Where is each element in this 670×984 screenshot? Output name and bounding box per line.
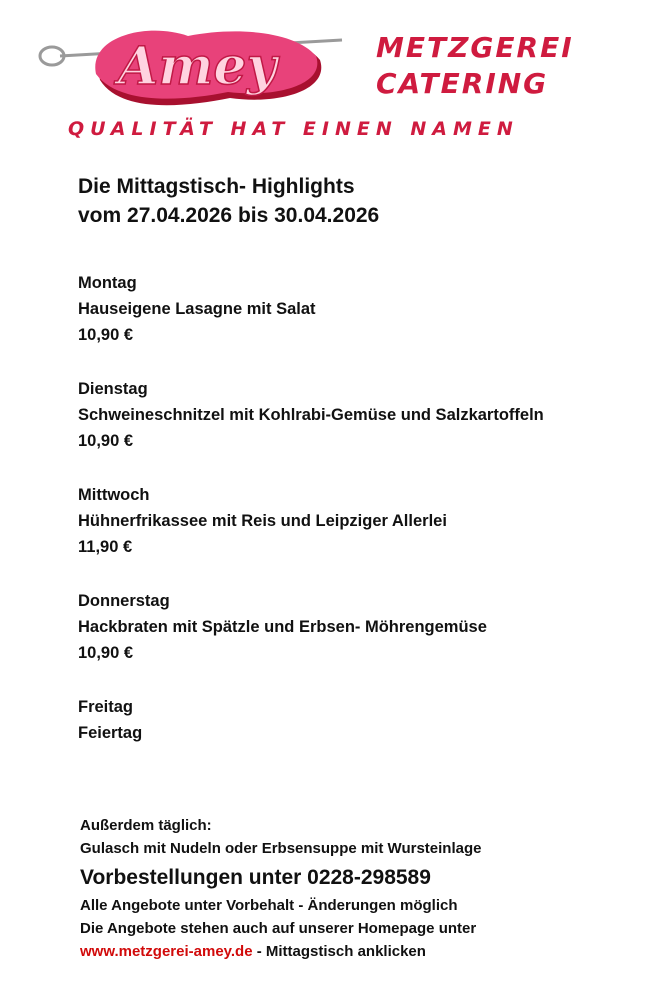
day-name: Donnerstag — [78, 592, 170, 610]
dish: Schweineschnitzel mit Kohlrabi-Gemüse und Salzkartoffeln — [78, 406, 544, 424]
day-thursday — [78, 588, 658, 666]
price: 10,90 € — [78, 644, 134, 662]
day-tuesday — [78, 376, 658, 454]
day-friday — [78, 694, 658, 746]
menu-title-line-1: Die Mittagstisch- Highlights — [78, 175, 355, 198]
dish: Hühnerfrikassee mit Reis und Leipziger Allerlei — [78, 512, 447, 530]
homepage-url-line — [80, 940, 660, 963]
daily-label: Außerdem täglich: — [80, 817, 212, 834]
brand-catering: CATERING — [376, 67, 549, 100]
daily-text: Gulasch mit Nudeln oder Erbsensuppe mit Wursteinlage — [80, 840, 482, 857]
homepage-link[interactable]: www.metzgerei-amey.de — [80, 943, 253, 960]
dish: Hackbraten mit Spätzle und Erbsen- Möhrengemüse — [78, 618, 487, 636]
day-monday — [78, 270, 658, 348]
amey-logo — [30, 20, 350, 112]
day-name: Mittwoch — [78, 486, 150, 504]
day-name: Freitag — [78, 698, 134, 716]
phone-line: Vorbestellungen unter 0228-298589 — [80, 866, 431, 889]
brand-metzgerei: METZGEREI — [376, 31, 574, 64]
day-wednesday — [78, 482, 658, 560]
url-suffix: - Mittagstisch anklicken — [252, 943, 426, 960]
homepage-line: Die Angebote stehen auch auf unserer Homepage unter — [80, 920, 477, 937]
dish: Feiertag — [78, 724, 143, 742]
price: 10,90 € — [78, 326, 134, 344]
days-list — [78, 270, 658, 746]
brand-lines — [376, 30, 574, 102]
price: 10,90 € — [78, 432, 134, 450]
footer — [80, 814, 660, 963]
menu-title-line-2: vom 27.04.2026 bis 30.04.2026 — [78, 204, 380, 227]
day-name: Dienstag — [78, 380, 148, 398]
tagline: QUALITÄT HAT EINEN NAMEN — [68, 118, 519, 140]
price: 11,90 € — [78, 538, 133, 556]
logo-wordmark: Amey — [118, 36, 277, 97]
menu-section — [78, 172, 658, 774]
day-name: Montag — [78, 274, 137, 292]
header — [0, 0, 670, 150]
disclaimer: Alle Angebote unter Vorbehalt - Änderungen möglich — [80, 897, 458, 914]
dish: Hauseigene Lasagne mit Salat — [78, 300, 316, 318]
